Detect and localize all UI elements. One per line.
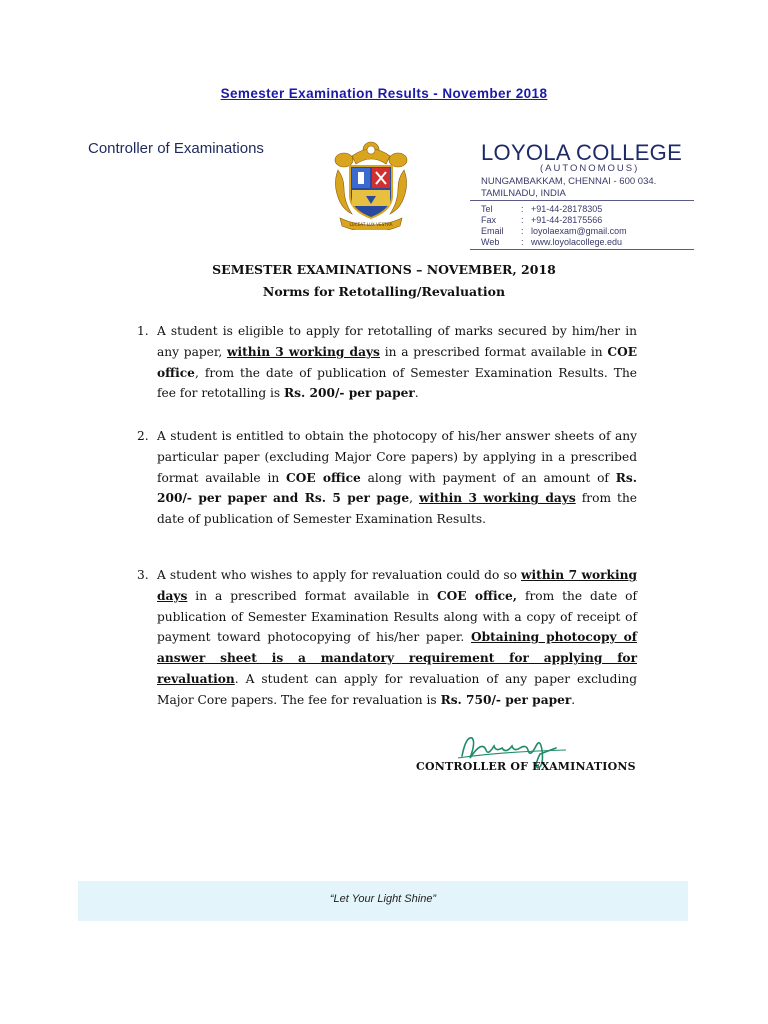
letterhead-divider-top	[470, 200, 694, 201]
college-address-line2: TAMILNADU, INDIA	[481, 188, 566, 199]
contact-separator: :	[521, 215, 524, 225]
norm-text-run: A student is eligible to apply for retotalling of marks secured by him/her in any paper,	[157, 324, 637, 359]
contact-row-tel	[481, 204, 627, 215]
document-heading: SEMESTER EXAMINATIONS – NOVEMBER, 2018	[212, 262, 556, 277]
norm-emphasis: Rs. 200/- per paper	[284, 386, 415, 401]
crest-motto-text: LUCEAT LUX VESTRA	[349, 222, 393, 227]
norm-text-run: A student is entitled to obtain the photocopy of his/her answer sheets of any particular paper (excluding Major Core papers) by applying in a prescribed format available in	[157, 429, 637, 485]
contact-value: loyolaexam@gmail.com	[531, 226, 627, 236]
letterhead-divider-bottom	[470, 249, 694, 250]
norm-item	[137, 321, 638, 404]
norm-number: 1.	[137, 324, 149, 338]
contact-row-fax	[481, 215, 627, 226]
contact-label: Email	[481, 226, 504, 236]
norm-text-run: .	[571, 692, 576, 707]
norm-emphasis-underlined: Obtaining photocopy of answer sheet is a mandatory requirement for applying for revaluation	[157, 630, 637, 686]
office-label: Controller of Examinations	[88, 140, 264, 157]
norm-text-run: from the date of publication of Semester Examination Results.	[157, 491, 638, 527]
norm-emphasis-underlined: within 3 working days	[419, 491, 576, 506]
footer-motto: “Let Your Light Shine”	[329, 893, 437, 905]
contact-value: www.loyolacollege.edu	[531, 237, 623, 247]
document-subheading: Norms for Retotalling/Revaluation	[262, 284, 506, 299]
norm-emphasis: Rs. 200/- per paper and Rs. 5 per page	[157, 470, 637, 506]
page-title: Semester Examination Results - November 2018	[220, 86, 548, 101]
norm-emphasis: Rs. 750/- per paper	[440, 692, 572, 707]
contact-label: Tel	[481, 204, 493, 214]
norm-emphasis-underlined: within 7 working days	[157, 568, 637, 603]
contact-label: Fax	[481, 215, 497, 225]
norm-text-run: .	[414, 386, 419, 401]
contact-separator: :	[521, 226, 524, 236]
norm-text-run: . A student can apply for revaluation of any paper excluding Major Core papers. The fee for revaluation is	[157, 671, 637, 707]
college-address-line1: NUNGAMBAKKAM, CHENNAI - 600 034.	[481, 176, 657, 187]
contact-value: +91-44-28175566	[531, 215, 603, 225]
college-crest-logo	[330, 140, 412, 230]
college-name: LOYOLA COLLEGE	[481, 140, 683, 165]
contact-row-web	[481, 237, 627, 248]
norm-emphasis: COE office	[286, 470, 361, 485]
contact-separator: :	[521, 237, 524, 247]
contact-label: Web	[481, 237, 500, 247]
norm-text-run: from the date of publication of Semester Examination Results along with a copy of receipt of payment toward photocopying of his/her paper.	[157, 588, 637, 645]
norm-text-run: in a prescribed format available in	[379, 344, 608, 359]
norm-text-run: A student who wishes to apply for revaluation could do so	[157, 568, 522, 582]
norm-text-run: in a prescribed format available in	[187, 588, 437, 603]
contact-separator: :	[521, 204, 524, 214]
signatory-title: CONTROLLER OF EXAMINATIONS	[416, 760, 636, 773]
norm-text-run: along with payment of an amount of	[360, 470, 616, 485]
norm-item	[137, 426, 638, 530]
crest-shield	[350, 166, 392, 218]
norm-emphasis: COE office,	[436, 588, 518, 603]
contact-row-email	[481, 226, 627, 237]
norm-text-run: ,	[409, 491, 420, 506]
norm-text	[157, 321, 637, 404]
contact-block	[481, 204, 627, 248]
crest-globe-icon	[367, 146, 375, 154]
norm-number: 3.	[137, 568, 149, 582]
norm-text	[157, 426, 637, 530]
college-status: (AUTONOMOUS)	[540, 163, 640, 174]
norm-emphasis: COE office	[157, 344, 638, 380]
norm-text-run: , from the date of publication of Semester Examination Results. The fee for retotalling is	[157, 365, 637, 401]
norm-text	[157, 565, 637, 711]
norm-number: 2.	[137, 429, 149, 443]
contact-value: +91-44-28178305	[531, 204, 603, 214]
norm-item	[137, 565, 637, 711]
norm-emphasis-underlined: within 3 working days	[227, 344, 380, 359]
